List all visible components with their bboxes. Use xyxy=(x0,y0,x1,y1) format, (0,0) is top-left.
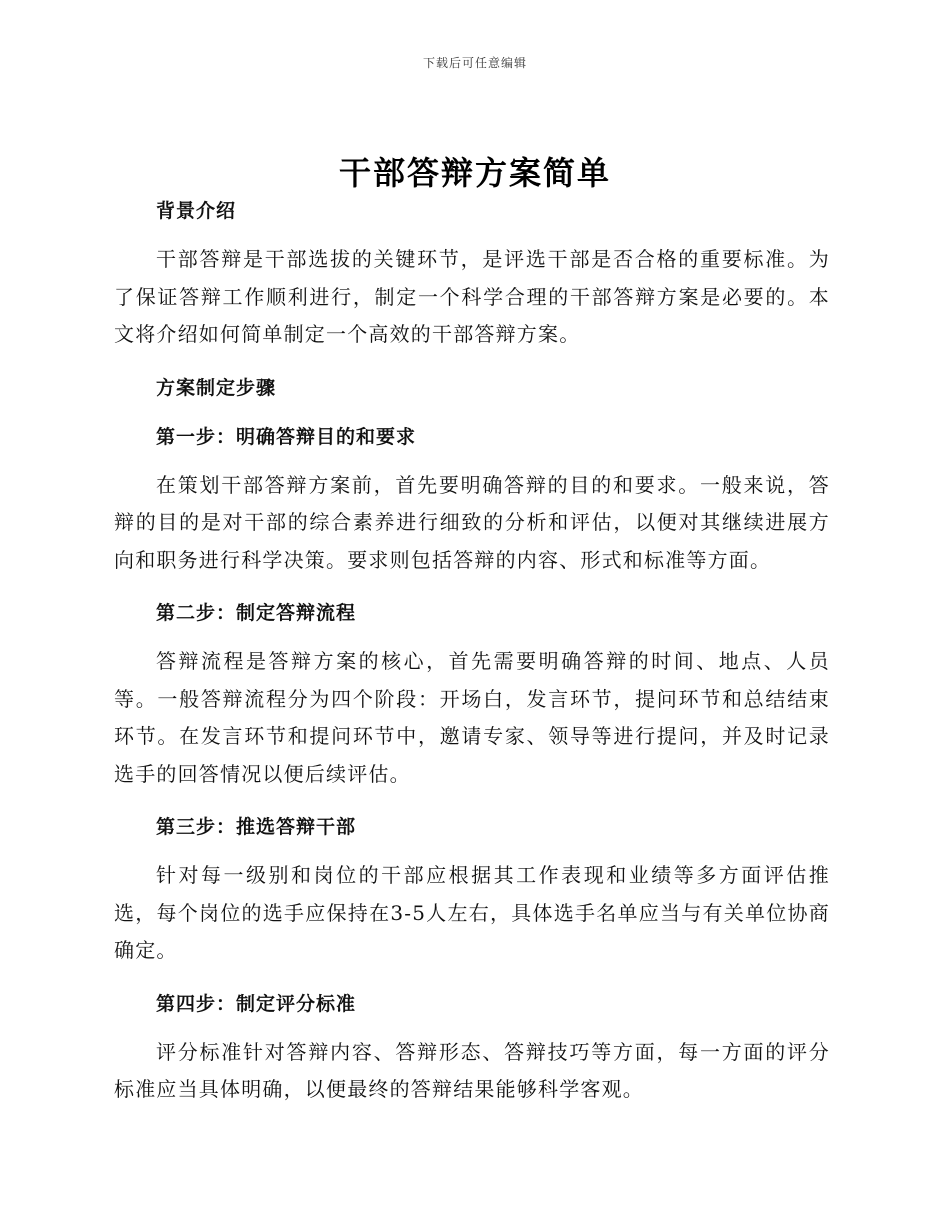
document-title: 干部答辩方案简单 xyxy=(338,154,611,192)
paragraph-step-2: 答辩流程是答辩方案的核心，首先需要明确答辩的时间、地点、人员等。一般答辩流程分为四个阶段：开场白，发言环节，提问环节和总结结束环节。在发言环节和提问环节中，邀请专家、领导等进行提问，并及时记录选手的回答情况以便后续评估。 xyxy=(114,649,830,786)
paragraph-step-1: 在策划干部答辩方案前，首先要明确答辩的目的和要求。一般来说，答辩的目的是对干部的综合素养进行细致的分析和评估，以便对其继续进展方向和职务进行科学决策。要求则包括答辩的内容、形式和标准等方面。 xyxy=(114,472,830,572)
section-heading-step-1: 第一步：明确答辩目的和要求 xyxy=(156,425,417,448)
section-heading-background: 背景介绍 xyxy=(156,200,237,222)
paragraph-step-4: 评分标准针对答辩内容、答辩形态、答辩技巧等方面，每一方面的评分标准应当具体明确，以便最终的答辩结果能够科学客观。 xyxy=(114,1039,830,1101)
section-heading-step-4: 第四步：制定评分标准 xyxy=(156,992,357,1015)
section-heading-step-2: 第二步：制定答辩流程 xyxy=(156,602,357,624)
paragraph-step-3: 针对每一级别和岗位的干部应根据其工作表现和业绩等多方面评估推选，每个岗位的选手应保持在3-5人左右，具体选手名单应当与有关单位协商确定。 xyxy=(114,863,830,962)
document-body xyxy=(114,196,830,1109)
paragraph-background: 干部答辩是干部选拔的关键环节，是评选干部是否合格的重要标准。为了保证答辩工作顺利进行，制定一个科学合理的干部答辩方案是必要的。本文将介绍如何简单制定一个高效的干部答辩方案。 xyxy=(114,247,830,346)
header-note: 下载后可任意编辑 xyxy=(422,56,527,70)
section-heading-steps: 方案制定步骤 xyxy=(156,376,277,399)
section-heading-step-3: 第三步：推选答辩干部 xyxy=(156,816,357,838)
